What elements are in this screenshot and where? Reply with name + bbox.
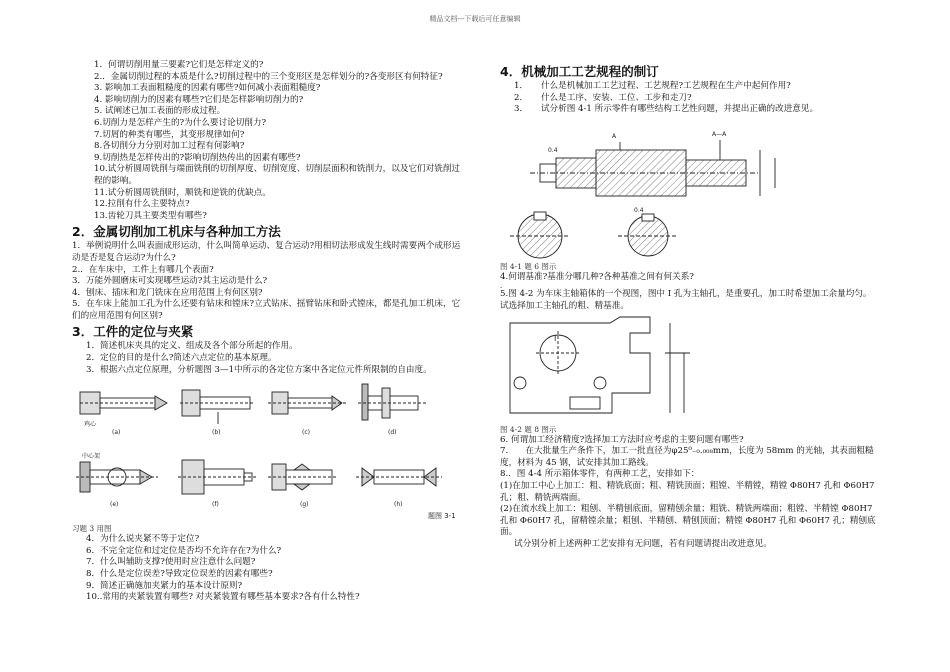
question-2-5: 5．在车床上能加工孔为什么还要有钻床和镗床?立式钻床、摇臂钻床和卧式镗床，都是孔加工机床，它们的应用范围有何区别? — [72, 299, 461, 321]
fig41-caption: 图 4-1 题 6 图示 — [500, 261, 557, 271]
fig31-label-zhongxinjia: 中心架 — [82, 453, 101, 461]
question-4-4: 4.何谓基准?基准分哪几种?各种基准之间有何关系? — [500, 271, 694, 282]
question-3-8: 8．什么是定位误差?导致定位误差的因素有哪些? — [86, 569, 273, 580]
question-2-1: 1．举例说明什么叫表面成形运动，什么叫简单运动、复合运动?用相切法形成发生线时需要两个成形运动是否是复合运动?为什么? — [72, 241, 461, 263]
figure-4-1 — [500, 116, 880, 262]
question-1-13: 13.齿轮刀具主要类型有哪些? — [94, 210, 207, 221]
question-4-3: 3． 试分析图 4-1 所示零件有哪些结构工艺性问题，并提出正确的改进意见。 — [514, 104, 819, 115]
section-4-title: 4．机械加工工艺规程的制订 — [500, 64, 659, 79]
fig31-sub-h: (h) — [394, 501, 403, 509]
question-4-8-option-2: (2)在流水线上加工：粗刨、半精刨底面，留精刨余量；粗铣、精铣两端面；粗镗、半精镗 Φ80H7 孔和 Φ60H7 孔，留精镗余量；粗刨、半精刨、精刨顶面；精镗 Φ80H7 孔和 Φ60H7 孔；精刨底面。 — [500, 504, 876, 538]
question-1-4: 4. 影响切削力的因素有哪些?它们是怎样影响切削力的? — [94, 94, 304, 105]
question-1-6: 6.切削力是怎样产生的?为什么要讨论切削力? — [94, 117, 267, 128]
fig31-sub-a: (a) — [112, 429, 121, 437]
stray-dot: . — [500, 282, 503, 291]
page-header: 精品文档---下载后可任意编辑 — [429, 15, 521, 23]
question-4-1: 1． 什么是机械加工工艺过程、工艺规程?工艺规程在生产中起何作用? — [514, 81, 791, 91]
question-1-1: 1．何谓切削用量三要素?它们是怎样定义的? — [94, 60, 264, 70]
left-column — [72, 60, 468, 604]
question-3-10: 10..常用的夹紧装置有哪些? 对夹紧装置有哪些基本要求?各有什么特性? — [86, 592, 360, 603]
fig31-sub-d: (d) — [388, 429, 397, 437]
question-1-7: 7.切屑的种类有哪些，其变形规律如何? — [94, 129, 245, 140]
question-4-8-ask: 试分别分析上述两种工艺安排有无问题，若有问题请提出改进意见。 — [514, 538, 772, 549]
fig31-sub-f: (f) — [212, 501, 219, 509]
question-1-2: 2.．金属切削过程的本质是什么?切削过程中的三个变形区是怎样划分的?各变形区有何特征? — [94, 71, 443, 82]
figure-4-2 — [500, 313, 880, 425]
section-1-list — [72, 60, 468, 222]
question-3-6: 6．不完全定位和过定位是否均不允许存在?为什么? — [86, 545, 282, 556]
question-2-3: 3．万能外圆磨床可实现哪些运动?其主运动是什么? — [72, 276, 268, 287]
question-4-7: 7. 在大批量生产条件下，加工一批直径为φ25⁰₋₀.₀₀₈mm，长度为 58mm 的光轴，其表面粗糙度，材料为 45 钢，试安排其加工路线。 — [500, 446, 874, 468]
fig31-caption-2: 习题 3 用图 — [72, 524, 112, 534]
question-3-2: 2．定位的目的是什么?简述六点定位的基本原理。 — [86, 353, 277, 364]
question-3-1: 1．简述机床夹具的定义、组成及各个部分所起的作用。 — [86, 341, 298, 352]
fig31-sub-b: (b) — [212, 429, 221, 437]
question-1-3: 3. 影响加工表面粗糙度的因素有哪些?如何减小表面粗糙度? — [94, 83, 321, 94]
fig41-label-04-left: 0.4 — [548, 146, 558, 154]
fig41-label-04-mid: 0.4 — [634, 206, 644, 214]
fig42-label-i: I — [554, 333, 557, 343]
fig31-caption: 题图 3-1 — [428, 512, 456, 521]
question-3-3: 3．根据六点定位原理，分析题图 3—1中所示的各定位方案中各定位元件所限制的自由度。 — [86, 364, 432, 375]
question-4-2: 2． 什么是工序、安装、工位、工步和走刀? — [514, 92, 692, 103]
section-2-title: 2．金属切削加工机床与各种加工方法 — [72, 224, 281, 240]
question-1-10: 10.试分析圆周铣削与端面铣削的切削厚度、切削宽度、切削层面积和铣削力，以及它们对铣削过程的影响。 — [94, 164, 461, 186]
question-3-9: 9．简述正确施加夹紧力的基本设计原则? — [86, 580, 243, 591]
right-column — [500, 64, 880, 551]
fig42-caption: 图 4-2 题 8 图示 — [500, 424, 557, 434]
question-3-4: 4．为什么说夹紧不等于定位? — [86, 534, 200, 545]
question-1-9: 9.切削热是怎样传出的?影响切削热传出的因素有哪些? — [94, 152, 301, 163]
fig41-label-aa: A—A — [712, 130, 727, 138]
question-1-5: 5. 试阐述已加工表面的形成过程。 — [94, 106, 226, 117]
section-3-title: 3．工件的定位与夹紧 — [72, 324, 194, 340]
question-1-12: 12.拉削有什么主要特点? — [94, 199, 190, 210]
fig31-sub-e: (e) — [110, 501, 119, 509]
question-4-6: 6. 何谓加工经济精度?选择加工方法时应考虑的主要问题有哪些? — [500, 434, 744, 445]
fig31-sub-g: (g) — [300, 501, 309, 509]
question-2-2: 2.．在车床中，工件上有哪几个表面? — [72, 264, 214, 275]
question-3-7: 7．什么叫辅助支撑?使用时应注意什么问题? — [86, 557, 256, 568]
question-1-11: 11.试分析圆周铣削时，顺铣和逆铣的优缺点。 — [94, 187, 271, 198]
fig41-label-a-top: A — [612, 132, 617, 140]
question-2-4: 4．刨床、插床和龙门铣床在应用范围上有何区别? — [72, 287, 263, 298]
fig31-label-jixin: 鸡心 — [84, 421, 97, 429]
question-4-8: 8.．图 4-4 所示箱体零件，有两种工艺，安排如下： — [500, 469, 700, 480]
question-1-8: 8.各切削分力分别对加工过程有何影响? — [94, 141, 245, 152]
figure-3-1 — [72, 376, 468, 524]
question-4-8-option-1: (1)在加工中心上加工：粗、精铣底面；粗、精铣顶面；粗镗、半精镗，精镗 Φ80H7 孔和 Φ60H7 孔；粗、精铣两端面。 — [500, 480, 875, 503]
fig31-sub-c: (c) — [302, 429, 310, 437]
question-4-5: 5.图 4-2 为车床主轴箱体的一个视图，图中 I 孔为主轴孔，是重要孔，加工时希望加工余量均匀。试选择加工主轴孔的粗、精基准。 — [500, 289, 872, 311]
